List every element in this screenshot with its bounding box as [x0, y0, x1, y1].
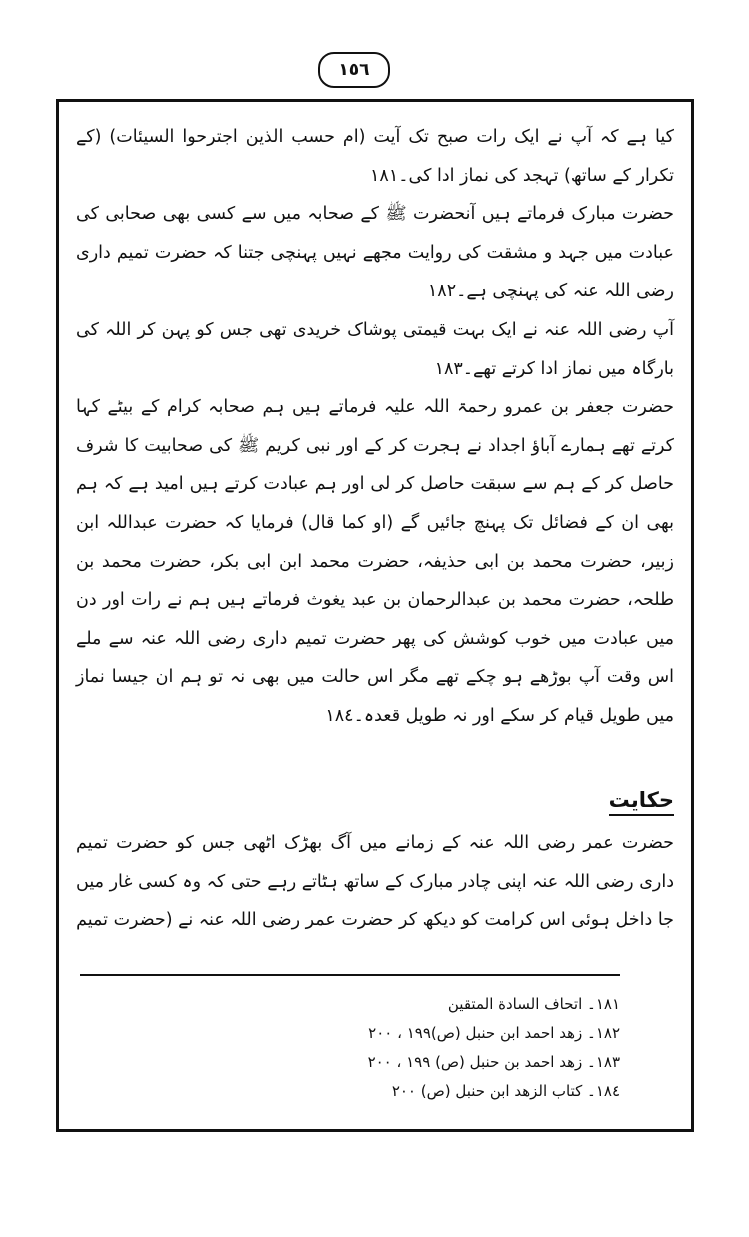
footnote: ١٨٣۔ زهد احمد بن حنبل (ص) ١٩٩ ، ٢٠٠ [367, 1053, 620, 1071]
page-number: ١٥٦ [318, 52, 390, 88]
section-heading [76, 788, 674, 812]
main-text [76, 118, 674, 736]
hikayat-text [76, 824, 674, 940]
paragraph: حضرت جعفر بن عمرو رحمۃ اللہ علیہ فرماتے ہیں ہم صحابہ کرام کے بیٹے کہا کرتے تھے ہمارے آباؤ اجداد نے ہجرت کر کے اور نبی کریم ﷺ کی صحابیت کا شرف حاصل کر کے ہم سے سبقت حاصل کر لی اور ہم عبادت کرتے ہیں امید ہے کہ ہم بھی ان کے فضائل تک پہنچ جائیں گے (او کما قال) فرمایا کہ حضرت عبداللہ ابن زبیر، حضرت محمد بن ابی حذیفہ، حضرت محمد ابن ابی بکر، حضرت محمد بن طلحہ، حضرت محمد بن عبدالرحمان بن عبد یغوث فرماتے ہیں ہم نے رات اور دن میں عبادت میں خوب کوشش کی پھر حضرت تمیم داری رضی اللہ عنہ سے ملے اس وقت آپ بوڑھے ہو چکے تھے مگر اس حالت میں بھی نہ تو ہم ان جیسا نماز میں طویل قیام کر سکے اور نہ طویل قعدہ۔١٨٤ [76, 397, 674, 726]
paragraph: آپ رضی اللہ عنہ نے ایک بہت قیمتی پوشاک خریدی تھی جس کو پہن کر اللہ کی بارگاہ میں نماز ادا کرتے تھے۔١٨٣ [76, 319, 674, 379]
paragraph: حضرت مبارک فرماتے ہیں آنحضرت ﷺ کے صحابہ میں سے کسی بھی صحابی کی عبادت میں جہد و مشقت کی روایت مجھے نہیں پہنچی جتنا کہ حضرت تمیم داری رضی اللہ عنہ کی پہنچی ہے۔١٨٢ [76, 204, 674, 302]
paragraph: حضرت عمر رضی اللہ عنہ کے زمانے میں آگ بھڑک اٹھی جس کو حضرت تمیم داری رضی اللہ عنہ اپنی چادر مبارک کے ساتھ ہٹاتے رہے حتی کہ وہ کسی غار میں جا داخل ہوئی اس کرامت کو دیکھ کر حضرت عمر رضی اللہ عنہ نے (حضرت تمیم [76, 833, 674, 931]
section-heading-text: حکایت [609, 788, 674, 816]
paragraph: کیا ہے کہ آپ نے ایک رات صبح تک آیت (ام حسب الذین اجترحوا السیئات) (کے تکرار کے ساتھ) تہجد کی نماز ادا کی۔١٨١ [76, 127, 674, 186]
footnote: ١٨٤۔ كتاب الزهد ابن حنبل (ص) ٢٠٠ [391, 1082, 620, 1100]
footnotes [280, 990, 620, 1106]
footnote: ١٨١۔ اتحاف السادة المتقين [447, 995, 620, 1013]
footnote-divider [80, 974, 620, 976]
footnote: ١٨٢۔ زهد احمد ابن حنبل (ص)١٩٩ ، ٢٠٠ [368, 1024, 620, 1042]
